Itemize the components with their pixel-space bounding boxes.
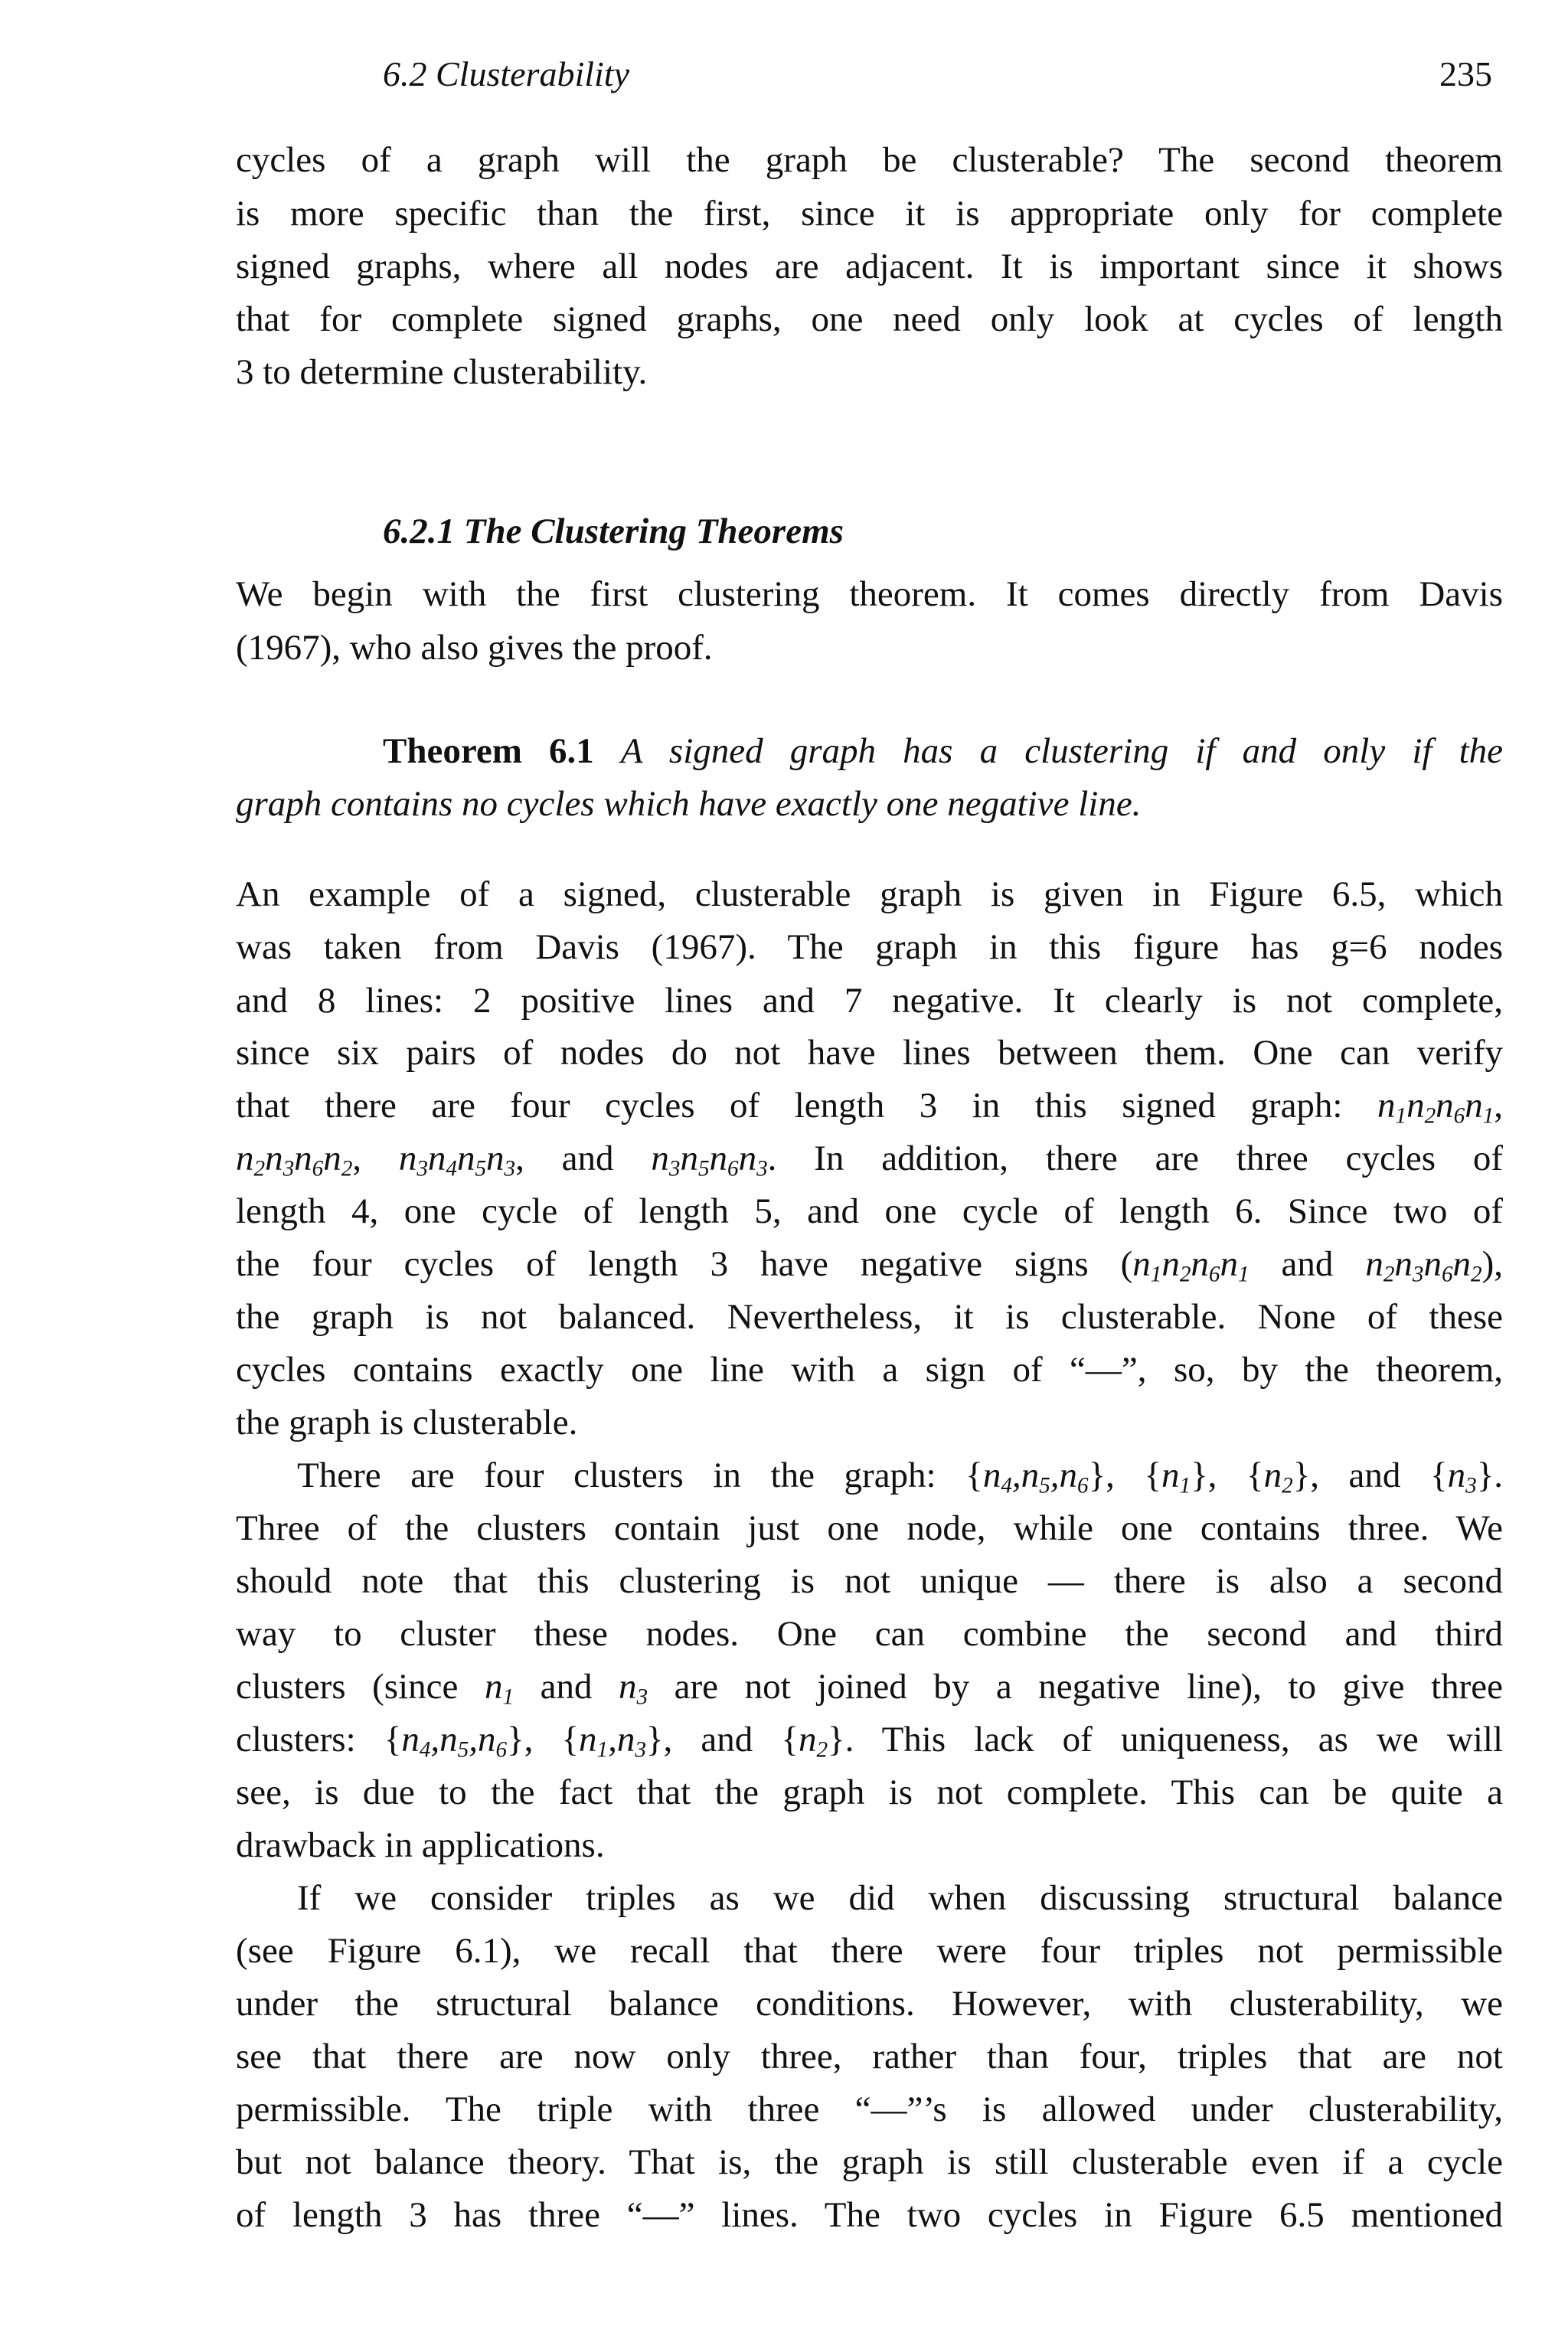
- text-line: If we consider triples as we did when discussing structural balance: [297, 1878, 1503, 1918]
- text-line: cycles contains exactly one line with a sign of “—”, so, by the theorem,: [236, 1350, 1503, 1390]
- text-line: of length 3 has three “—” lines. The two cycles in Figure 6.5 mentioned: [236, 2195, 1503, 2235]
- text-line: [236, 1244, 1503, 1287]
- text-line: drawback in applications.: [236, 1825, 605, 1865]
- text-span: that there are four cycles of length 3 in this signed graph:: [236, 1086, 1343, 1126]
- text-line: There are four clusters in the graph: $\{n_4,n_5,n_6\}$, $\{n_1\}$, $\{n_2\}$, and $\{n_3\}$.: [297, 1456, 1503, 1498]
- math-set: $\{n_4,n_5,n_6\}$: [965, 1456, 1106, 1498]
- math-node: $n_3$: [619, 1667, 648, 1710]
- text-line: An example of a signed, clusterable graph is given in Figure 6.5, which: [236, 874, 1503, 914]
- running-head: 6.2 Clusterability: [383, 54, 629, 93]
- text-span: and: [1249, 1244, 1366, 1284]
- text-span: . In addition, there are three cycles of: [767, 1139, 1503, 1178]
- text-span: the four cycles of length 3 have negative signs (: [236, 1244, 1133, 1284]
- text-line: cycles of a graph will the graph be clusterable? The second theorem: [236, 140, 1503, 180]
- theorem-label: Theorem 6.1: [383, 731, 594, 771]
- page-number: 235: [1439, 54, 1492, 93]
- text-span: clusters:: [236, 1720, 356, 1759]
- math-cycle: $n_1n_2n_6n_1$: [1132, 1244, 1250, 1287]
- text-line: see, is due to the fact that the graph is not complete. This can be quite a: [236, 1772, 1503, 1812]
- text-line: (1967), who also gives the proof.: [236, 628, 713, 668]
- text-span: ),: [1481, 1244, 1503, 1284]
- text-line: $n_2n_3n_6n_2$, $n_3n_4n_5n_3$, and $n_3n_5n_6n_3$. In addition, there are three cycles of: [236, 1139, 1503, 1181]
- text-line: way to cluster these nodes. One can combine the second and third: [236, 1614, 1503, 1654]
- text-span: clusters (since: [236, 1667, 459, 1707]
- text-line: We begin with the first clustering theorem. It comes directly from Davis: [236, 574, 1503, 614]
- text-line: signed graphs, where all nodes are adjacent. It is important since it shows: [236, 247, 1503, 286]
- math-set: $\{n_2\}$: [781, 1720, 845, 1763]
- math-set: $\{n_3\}$: [1430, 1456, 1494, 1498]
- math-cycle: $n_2n_3n_6n_2$: [236, 1139, 353, 1181]
- text-line: the graph is not balanced. Nevertheless, it is clusterable. None of these: [236, 1297, 1503, 1337]
- text-line: permissible. The triple with three “—”’s is allowed under clusterability,: [236, 2089, 1503, 2129]
- math-set: $\{n_2\}$: [1246, 1456, 1311, 1498]
- text-line: the graph is clusterable.: [236, 1403, 578, 1442]
- text-line: (see Figure 6.1), we recall that there were four triples not permissible: [236, 1931, 1503, 1971]
- text-line: 3 to determine clusterability.: [236, 352, 648, 392]
- text-span: There are four clusters in the graph:: [297, 1456, 936, 1495]
- text-line: Three of the clusters contain just one node, while one contains three. We: [236, 1508, 1503, 1548]
- text-line: that there are four cycles of length 3 in this signed graph: $n_1n_2n_6n_1$,: [236, 1086, 1504, 1129]
- text-span: and: [540, 1667, 593, 1707]
- text-line: should note that this clustering is not unique — there is also a second: [236, 1561, 1503, 1601]
- math-set: $\{n_1\}$: [1144, 1456, 1208, 1498]
- text-line: but not balance theory. That is, the graph is still clusterable even if a cycle: [236, 2142, 1503, 2182]
- text-span: , and: [515, 1139, 614, 1178]
- math-cycle: $n_3n_4n_5n_3$: [398, 1139, 516, 1181]
- theorem-statement: A signed graph has a clustering if and only if the: [620, 731, 1503, 771]
- theorem-line: [236, 733, 1503, 769]
- text-line: clusters: $\{n_4,n_5,n_6\}$, $\{n_1,n_3\}$, and $\{n_2\}$. This lack of uniqueness, as we will: [236, 1720, 1504, 1763]
- math-set: $\{n_1,n_3\}$: [561, 1720, 664, 1763]
- math-cycle: $n_3n_5n_6n_3$: [651, 1139, 768, 1181]
- math-cycle: $n_1n_2n_6n_1$: [1377, 1086, 1494, 1129]
- text-span: , and: [1310, 1456, 1401, 1495]
- text-line: see that there are now only three, rather than four, triples that are not: [236, 2037, 1503, 2076]
- text-line: under the structural balance conditions. However, with clusterability, we: [236, 1984, 1503, 2024]
- text-line: was taken from Davis (1967). The graph in this figure has g=6 nodes: [236, 927, 1503, 967]
- theorem-statement: graph contains no cycles which have exactly one negative line.: [236, 784, 1142, 824]
- text-span: , and: [663, 1720, 753, 1759]
- math-node: $n_1$: [484, 1667, 514, 1710]
- text-line: and 8 lines: 2 positive lines and 7 negative. It clearly is not complete,: [236, 981, 1503, 1021]
- math-set: $\{n_4,n_5,n_6\}$: [384, 1720, 524, 1763]
- text-span: are not joined by a negative line), to give three: [674, 1667, 1504, 1707]
- text-line: length 4, one cycle of length 5, and one cycle of length 6. Since two of: [236, 1191, 1503, 1231]
- text-line: [236, 1667, 1504, 1710]
- text-line: that for complete signed graphs, one need only look at cycles of length: [236, 299, 1503, 339]
- math-cycle: $n_2n_3n_6n_2$: [1365, 1244, 1482, 1287]
- text-line: since six pairs of nodes do not have lines between them. One can verify: [236, 1033, 1503, 1073]
- text-span: . This lack of uniqueness, as we will: [844, 1720, 1504, 1759]
- section-heading: 6.2.1 The Clustering Theorems: [383, 511, 844, 551]
- text-line: is more specific than the first, since it is appropriate only for complete: [236, 194, 1503, 234]
